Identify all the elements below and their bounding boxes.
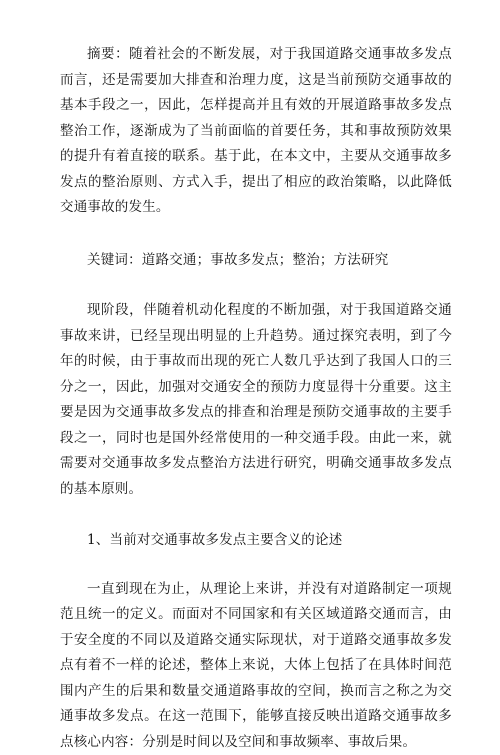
keywords-line: 关键词：道路交通；事故多发点；整治；方法研究	[60, 248, 452, 274]
intro-paragraph: 现阶段，伴随着机动化程度的不断加强，对于我国道路交通事故来讲，已经呈现出明显的上升趋势。通过探究表明，到了今年的时候，由于事故而出现的死亡人数几乎达到了我国人口的三分之一，因此，加强对交通安全的预防力度显得十分重要。这主要是因为交通事故多发点的排查和治理是预防交通事故的主要手段之一，同时也是国外经常使用的一种交通手段。由此一来，就需要对交通事故多发点整治方法进行研究，明确交通事故多发点的基本原则。	[60, 298, 452, 502]
spacer	[60, 273, 452, 298]
spacer	[60, 554, 452, 577]
spacer	[60, 221, 452, 248]
spacer	[60, 502, 452, 528]
document-page	[60, 42, 452, 755]
abstract-paragraph: 摘要：随着社会的不断发展，对于我国道路交通事故多发点而言，还是需要加大排查和治理力度，这是当前预防交通事故的基本手段之一，因此，怎样提高并且有效的开展道路事故多发点整治工作，逐渐成为了当前面临的首要任务，其和事故预防效果的提升有着直接的联系。基于此，在本文中，主要从交通事故多发点的整治原则、方式入手，提出了相应的政治策略，以此降低交通事故的发生。	[60, 42, 452, 221]
section-1-paragraph: 一直到现在为止，从理论上来讲，并没有对道路制定一项规范且统一的定义。而面对不同国家和有关区域道路交通而言，由于安全度的不同以及道路交通实际现状，对于道路交通事故多发点有着不一样的论述，整体上来说，大体上包括了在具体时间范围内产生的后果和数量交通道路事故的空间，换而言之称之为交通事故多发点。在这一范围下，能够直接反映出道路交通事故多点核心内容：分别是时间以及空间和事故频率、事故后果。	[60, 577, 452, 755]
section-1-heading: 1、当前对交通事故多发点主要含义的论述	[60, 528, 452, 554]
